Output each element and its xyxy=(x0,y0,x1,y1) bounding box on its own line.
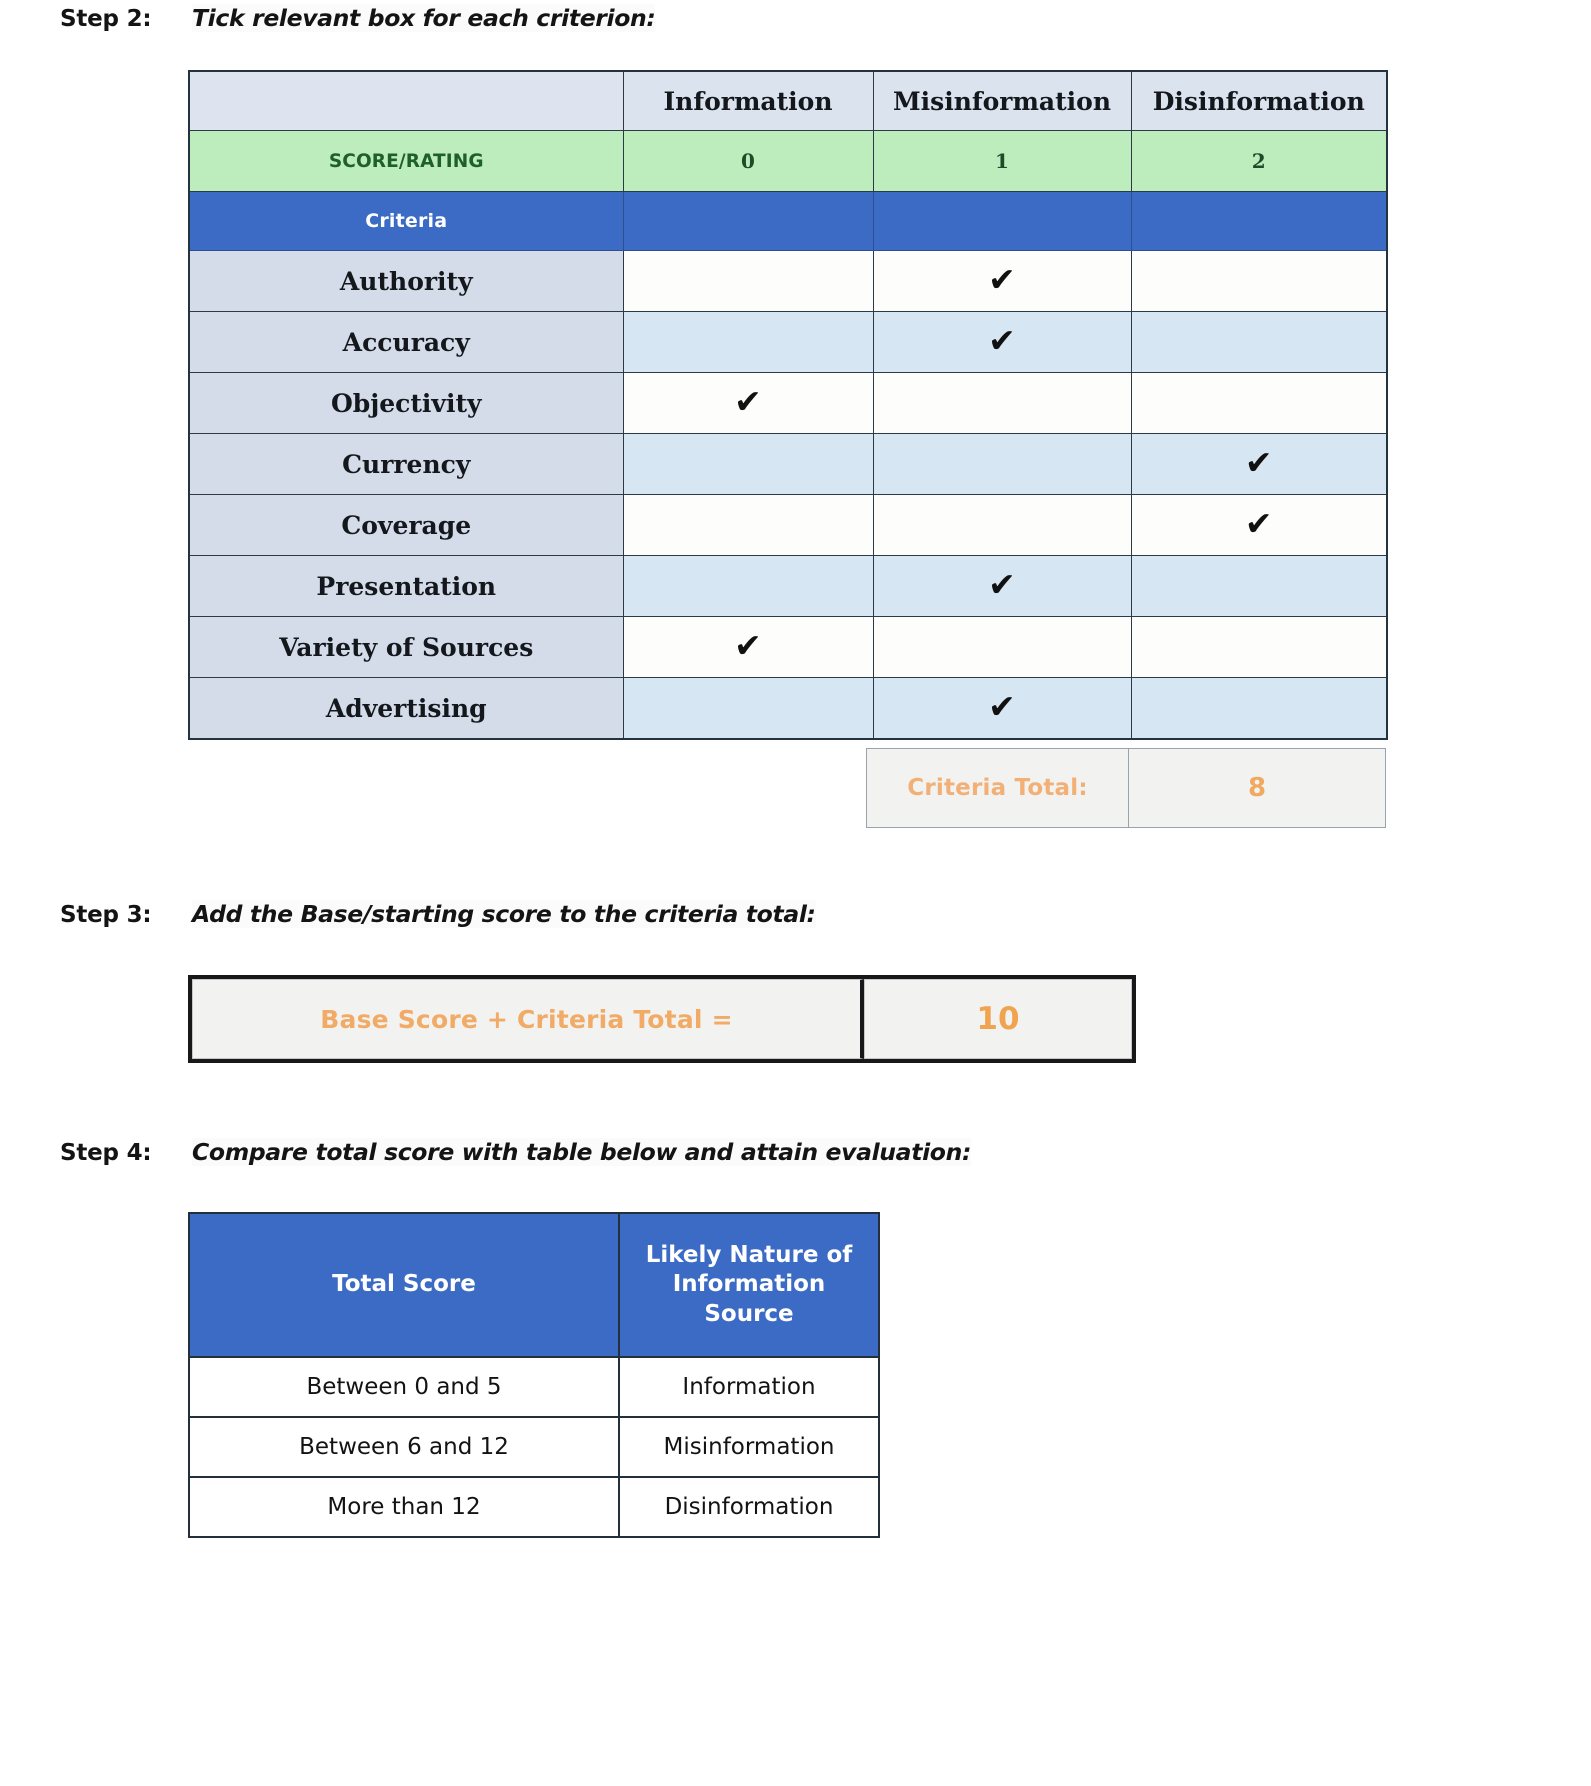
checkmark-icon: ✔ xyxy=(734,625,762,665)
tick-cell-advertising-disinformation[interactable] xyxy=(1131,678,1387,740)
tick-cell-coverage-information[interactable] xyxy=(623,495,873,556)
step-3-instruction: Add the Base/starting score to the criteria total: xyxy=(192,900,816,928)
tick-cell-coverage-disinformation[interactable] xyxy=(1131,495,1387,556)
lookup-score-range: Between 0 and 5 xyxy=(189,1357,619,1417)
tick-cell-currency-disinformation[interactable] xyxy=(1131,434,1387,495)
lookup-table-row xyxy=(189,1477,879,1537)
criteria-table-row xyxy=(189,312,1387,373)
tick-cell-coverage-misinformation[interactable] xyxy=(873,495,1131,556)
criteria-banner-label: Criteria xyxy=(189,192,623,251)
step-4-label: Step 4: xyxy=(60,1140,152,1166)
tick-cell-presentation-information[interactable] xyxy=(623,556,873,617)
criterion-label-authority: Authority xyxy=(189,251,623,312)
score-value-misinformation: 1 xyxy=(873,131,1131,192)
criteria-banner-row xyxy=(189,192,1387,251)
lookup-rows-body xyxy=(189,1357,879,1537)
tick-cell-accuracy-information[interactable] xyxy=(623,312,873,373)
lookup-nature-value: Misinformation xyxy=(619,1417,879,1477)
criteria-total-label: Criteria Total: xyxy=(907,775,1088,801)
checkmark-icon: ✔ xyxy=(988,320,1016,360)
criteria-table-row xyxy=(189,678,1387,740)
tick-cell-authority-information[interactable] xyxy=(623,251,873,312)
lookup-table-row xyxy=(189,1417,879,1477)
base-score-result-value: 10 xyxy=(976,1001,1020,1037)
criterion-label-objectivity: Objectivity xyxy=(189,373,623,434)
lookup-header-total-score: Total Score xyxy=(189,1213,619,1357)
checkmark-icon: ✔ xyxy=(1244,442,1273,482)
tick-cell-objectivity-disinformation[interactable] xyxy=(1131,373,1387,434)
criteria-table-row xyxy=(189,251,1387,312)
step-3-heading xyxy=(60,900,816,928)
step-2-instruction: Tick relevant box for each criterion: xyxy=(192,4,656,32)
base-score-result-cell xyxy=(864,979,1132,1059)
tick-cell-advertising-information[interactable] xyxy=(623,678,873,740)
criteria-total-value-cell xyxy=(1129,749,1385,827)
tick-cell-presentation-disinformation[interactable] xyxy=(1131,556,1387,617)
score-value-information: 0 xyxy=(623,131,873,192)
checkmark-icon: ✔ xyxy=(988,259,1016,299)
criterion-label-currency: Currency xyxy=(189,434,623,495)
checkmark-icon: ✔ xyxy=(988,564,1016,604)
column-header-disinformation: Disinformation xyxy=(1131,71,1387,131)
criteria-scoring-table xyxy=(188,70,1388,740)
criteria-table-row xyxy=(189,617,1387,678)
tick-cell-advertising-misinformation[interactable] xyxy=(873,678,1131,740)
criteria-banner-cell-misinformation xyxy=(873,192,1131,251)
column-header-misinformation: Misinformation xyxy=(873,71,1131,131)
criteria-banner-cell-information xyxy=(623,192,873,251)
criteria-total-strip xyxy=(866,748,1386,828)
tick-cell-accuracy-misinformation[interactable] xyxy=(873,312,1131,373)
lookup-score-range: Between 6 and 12 xyxy=(189,1417,619,1477)
criteria-total-label-cell xyxy=(867,749,1129,827)
criteria-table-row xyxy=(189,434,1387,495)
checkmark-icon: ✔ xyxy=(1244,503,1273,543)
lookup-nature-value: Information xyxy=(619,1357,879,1417)
step-4-instruction: Compare total score with table below and attain evaluation: xyxy=(192,1138,972,1166)
tick-cell-authority-misinformation[interactable] xyxy=(873,251,1131,312)
base-score-total-box xyxy=(188,975,1136,1063)
criteria-table-header-row xyxy=(189,71,1387,131)
column-header-information: Information xyxy=(623,71,873,131)
lookup-header-likely-nature: Likely Nature of Information Source xyxy=(619,1213,879,1357)
score-rating-row xyxy=(189,131,1387,192)
lookup-header-row xyxy=(189,1213,879,1357)
criterion-label-presentation: Presentation xyxy=(189,556,623,617)
step-3-label: Step 3: xyxy=(60,902,152,928)
tick-cell-variety-of-sources-misinformation[interactable] xyxy=(873,617,1131,678)
base-score-equation-cell xyxy=(192,979,864,1059)
lookup-nature-value: Disinformation xyxy=(619,1477,879,1537)
tick-cell-objectivity-misinformation[interactable] xyxy=(873,373,1131,434)
step-2-heading xyxy=(60,4,655,32)
base-score-equation-label: Base Score + Criteria Total = xyxy=(320,1004,733,1034)
criteria-table-row xyxy=(189,556,1387,617)
tick-cell-variety-of-sources-information[interactable] xyxy=(623,617,873,678)
lookup-score-range: More than 12 xyxy=(189,1477,619,1537)
lookup-table-row xyxy=(189,1357,879,1417)
criteria-rows-body xyxy=(189,251,1387,740)
criterion-label-coverage: Coverage xyxy=(189,495,623,556)
tick-cell-accuracy-disinformation[interactable] xyxy=(1131,312,1387,373)
tick-cell-presentation-misinformation[interactable] xyxy=(873,556,1131,617)
tick-cell-currency-misinformation[interactable] xyxy=(873,434,1131,495)
score-evaluation-lookup-table xyxy=(188,1212,880,1538)
criterion-label-accuracy: Accuracy xyxy=(189,312,623,373)
criterion-label-advertising: Advertising xyxy=(189,678,623,740)
step-4-heading xyxy=(60,1138,971,1166)
criteria-table-row xyxy=(189,373,1387,434)
tick-cell-currency-information[interactable] xyxy=(623,434,873,495)
tick-cell-variety-of-sources-disinformation[interactable] xyxy=(1131,617,1387,678)
tick-cell-objectivity-information[interactable] xyxy=(623,373,873,434)
step-2-label: Step 2: xyxy=(60,6,152,32)
criteria-table-row xyxy=(189,495,1387,556)
tick-cell-authority-disinformation[interactable] xyxy=(1131,251,1387,312)
criteria-total-value: 8 xyxy=(1247,773,1267,803)
score-rating-label: SCORE/RATING xyxy=(189,131,623,192)
checkmark-icon: ✔ xyxy=(734,381,762,421)
score-value-disinformation: 2 xyxy=(1131,131,1387,192)
header-corner-blank xyxy=(189,71,623,131)
criteria-banner-cell-disinformation xyxy=(1131,192,1387,251)
checkmark-icon: ✔ xyxy=(988,686,1016,726)
criterion-label-variety-of-sources: Variety of Sources xyxy=(189,617,623,678)
